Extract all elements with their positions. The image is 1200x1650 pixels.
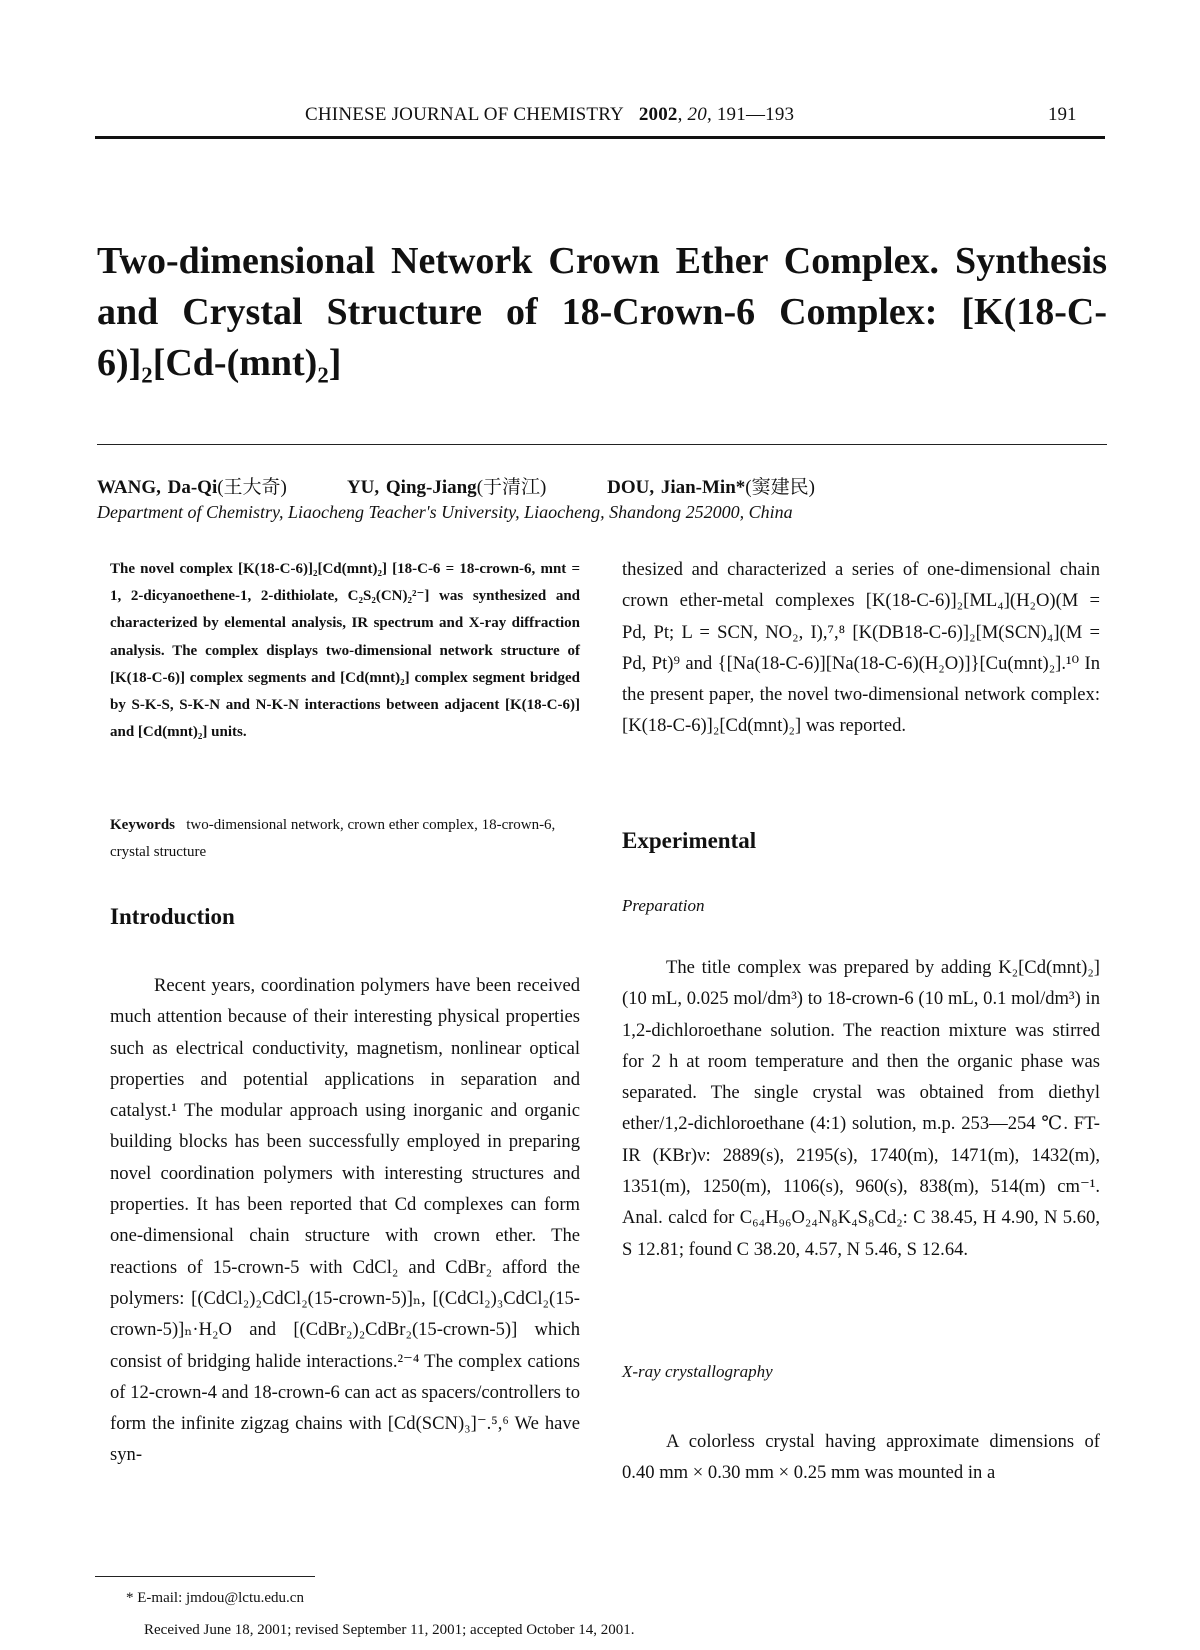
author-line — [97, 472, 815, 499]
title-rule — [97, 444, 1107, 445]
preparation-text: The title complex was prepared by adding K₂[Cd(mnt)₂] (10 mL, 0.025 mol/dm³) to 18-crown-6 (10 mL, 0.1 mol/dm³) in 1,2-dichloroethane solution. The reaction mixture was stirred for 2 h at room temperature and then the organic phase was separated. The single crystal was obtained from diethyl ether/1,2-dichloroethane (4:1) solution, m.p. 253—254 ℃. FT-IR (KBr)ν: 2889(s), 2195(s), 1740(m), 1471(m), 1432(m), 1351(m), 1250(m), 1106(s), 960(s), 838(m), 514(m) cm⁻¹. Anal. calcd for C₆₄H₉₆O₂₄N₈K₄S₈Cd₂: C 38.45, H 4.90, N 5.60, S 12.81; found C 38.20, 4.57, N 5.46, S 12.64. — [622, 957, 1100, 1260]
author-2-chinese: (于清江) — [476, 477, 547, 498]
xray-text: A colorless crystal having approximate dimensions of 0.40 mm × 0.30 mm × 0.25 mm was mounted in a — [622, 1431, 1100, 1484]
author-1-chinese: (王大奇) — [217, 477, 287, 498]
keywords — [110, 812, 580, 866]
preparation-heading: Preparation — [622, 896, 705, 915]
author-2: YU, Qing-Jiang — [346, 477, 477, 498]
author-1: WANG, Da-Qi — [97, 477, 218, 498]
header-rule — [95, 136, 1105, 139]
keywords-text: two-dimensional network, crown ether complex, 18-crown-6, crystal structure — [110, 817, 556, 860]
xray-heading: X-ray crystallography — [622, 1362, 773, 1381]
introduction-heading: Introduction — [110, 904, 235, 929]
affiliation: Department of Chemistry, Liaocheng Teacher's University, Liaocheng, Shandong 252000, China — [97, 502, 793, 522]
introduction-text: Recent years, coordination polymers have been received much attention because of their interesting physical properties such as electrical conductivity, magnetism, nonlinear optical properties and potential applications in separation and catalyst.¹ The modular approach using inorganic and organic building blocks has been successfully employed in preparing novel coordination polymers with interesting structures and properties. It has been reported that Cd complexes can form one-dimensional chain structure with crown ether. The reactions of 15-crown-5 with CdCl₂ and CdBr₂ afford the polymers: [(CdCl₂)₂CdCl₂(15-crown-5)]ₙ, [(CdCl₂)₃CdCl₂(15-crown-5)]ₙ·H₂O and [(CdBr₂)₂CdBr₂(15-crown-5)] which consist of bridging halide interactions.²⁻⁴ The complex cations of 12-crown-4 and 18-crown-6 can act as spacers/controllers to form the infinite zigzag chains with [Cd(SCN)₃]⁻.⁵,⁶ We have syn- — [110, 975, 580, 1466]
keywords-label: Keywords — [110, 817, 175, 833]
author-3: DOU, Jian-Min* — [607, 477, 746, 498]
paper-title: Two-dimensional Network Crown Ether Complex. Synthesis and Crystal Structure of 18-Crown-6 Complex: [K(18-C-6)]₂[Cd-(mnt)₂] — [97, 240, 1107, 384]
journal-name: CHINESE JOURNAL OF CHEMISTRY — [305, 104, 624, 125]
abstract: The novel complex [K(18-C-6)]₂[Cd(mnt)₂] [18-C-6 = 18-crown-6, mnt = 1, 2-dicyanoethene-1, 2-dithiolate, C₂S₂(CN)₂²⁻] was synthesized and characterized by elemental analysis, IR spectrum and X-ray diffraction analysis. The complex displays two-dimensional network structure of [K(18-C-6)] complex segments and [Cd(mnt)₂] complex segment bridged by S-K-S, S-K-N and N-K-N interactions between adjacent [K(18-C-6)] and [Cd(mnt)₂] units. — [110, 561, 580, 741]
experimental-heading: Experimental — [622, 828, 757, 853]
footnote-rule — [95, 1576, 315, 1577]
journal-volume: 20 — [687, 104, 707, 125]
running-header: CHINESE JOURNAL OF CHEMISTRY 2002, 20, 191—193 — [305, 104, 795, 125]
footnote-email: * E-mail: jmdou@lctu.edu.cn — [126, 1590, 304, 1606]
journal-pages: 191—193 — [716, 104, 795, 125]
journal-year: 2002 — [638, 104, 678, 125]
author-3-chinese: (窦建民) — [745, 477, 815, 498]
intro-continuation: thesized and characterized a series of one-dimensional chain crown ether-metal complexes [K(18-C-6)]₂[ML₄](H₂O)(M = Pd, Pt; L = SCN, NO₂, I),⁷,⁸ [K(DB18-C-6)]₂[M(SCN)₄](M = Pd, Pt)⁹ and {[Na(18-C-6)][Na(18-C-6)(H₂O)]}[Cu(mnt)₂].¹⁰ In the present paper, the novel two-dimensional network complex: [K(18-C-6)]₂[Cd(mnt)₂] was reported. — [622, 559, 1100, 737]
page-number: 191 — [1048, 104, 1077, 125]
footnote-received: Received June 18, 2001; revised September 11, 2001; accepted October 14, 2001. — [144, 1622, 635, 1638]
